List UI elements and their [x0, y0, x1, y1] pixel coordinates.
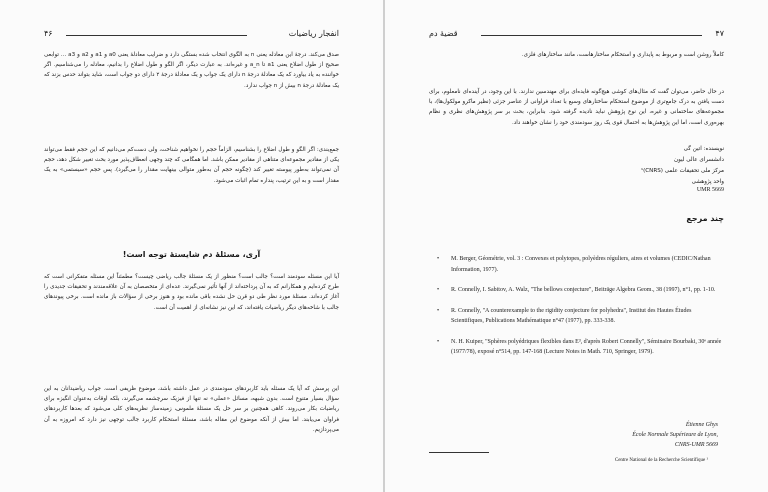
left-running-title: انفجار ریاضیات: [288, 29, 339, 38]
signature-unit: CNRS-UMR 5669: [674, 442, 718, 448]
references-title: چند مرجع: [686, 214, 724, 223]
reference-text: N. H. Kuiper, "Sphères polyédriques flexibles dans E³, d'après Robert Connelly", Séminaire Bourbaki, 30ᵉ année (1977/78), exposé n°514, pp. 147-168 (Lecture Notes in Math. 710, Springer, 1979).: [451, 338, 722, 355]
author-line: دانشسرای عالی لیون: [674, 157, 724, 163]
right-header-rule: [481, 35, 702, 36]
signature-name: Étienne Ghys: [685, 422, 718, 428]
references-list: [435, 254, 724, 368]
right-paragraph-2: در حال حاضر، می‌توان گفت که مثال‌های کوشی هیچ‌گونه فایده‌ای برای مهندسین ندارند. با این وجود، در آینده‌ای نامعلوم، برای دست یافتن به درک جامع‌تری از موضوع استحکام ساختارهای وسیع با تعداد فراوانی از عناصر جزئی (نظیر ماکرو مولکول‌ها)، با مجموعه‌های ساختمانی و غیره، این نوع پژوهش نباید نادیده گرفته شود. بنابراین، بحث بر سر پژوهش‌های نظری و نظام بهره‌وری است، اما این پژوهش‌ها به احتمال قوی یک روز سودمندی خود را نشان خواهند داد.: [429, 89, 724, 126]
reference-item: [435, 337, 724, 358]
left-paragraph-2: جمع‌بندی: اگر الگو و طول اضلاع را بشناسیم، الزاماً حجم را نخواهیم شناخت، ولی دست‌کم می‌دانیم که این حجم فقط می‌تواند یکی از مقادیر مجموعه‌ای متناهی از مقادیر ممکن باشد. اما همگامی که چند وجهی انعطاف‌پذیر مورد بحث تغییر شکل دهد، حجم آن نمی‌تواند به‌طور پیوسته تغییر کند (چگونه حجم آن به‌طور متوالی بینهایت مقدار را می‌گیرد). پس حجم «سیستمی» به یک مقدار است و به این ترتیب، پنداره تمام اثبات می‌شود.: [44, 147, 339, 184]
left-page-number: ۴۶: [44, 29, 53, 38]
reference-text: M. Berger, Géométrie, vol. 3 : Convexes et polytopes, polyèdres réguliers, aires et volumes (CEDIC/Nathan Information, 1977).: [451, 256, 711, 273]
author-line: نویسنده: اتین گی: [683, 146, 724, 152]
reference-text: R. Connelly, "A counterexample to the rigidity conjecture for polyhedra", Institut des Hautes Études Scientifiques, Publications Mathématique n°47 (1977), pp. 333-338.: [451, 307, 692, 324]
reference-item: [435, 254, 724, 275]
left-paragraph-1: صدق می‌کند. درجهٔ این معادله یعنی n به الگوی انتخاب شده بستگی دارد و ضرایب معادلهٔ یعنی a0 و a1 و a2 و a3 ... توابعی صحیح از طول اضلاع یعنی a1 تا a_n و غیره‌اند. به عبارت دیگر، اگر الگو و طول اضلاع را بدانیم، معادله را می‌شناسیم. اگر خواننده به یاد بیاورد که یک معادلهٔ درجهٔ n دارای یک جواب و یک معادلهٔ درجهٔ ۲ دارای دو جواب است، شاید بتواند حدس بزند که یک معادلهٔ درجهٔ n بیش از n جواب ندارد.: [44, 52, 340, 89]
left-paragraph-3: آیا این مسئله سودمند است؟ جالب است؟ منظور از یک مسئلهٔ جالب ریاضی چیست؟ مطمئناً این مسئله متفکرانی است که طرح کرده‌ایم و همکارانم که به آن پرداخته‌اند از آنها تأثیر نمی‌گیرند. عده‌ای از متخصصان به آن علاقه‌مندند و تحقیقات جدیدی را آغاز کرده‌اند. مسئلهٔ مورد نظر طی دو قرن حل نشده باقی مانده بود و هنوز برخی از سؤالات باز مانده است. برخی پیوندهای جالب با شاخه‌های دیگر ریاضیات یافته‌اند، که این نیز نشانه‌ای از اهمیت آن است.: [44, 274, 339, 311]
left-page: [0, 0, 383, 492]
umr-code: UMR 5669: [696, 187, 724, 193]
left-paragraph-4: این پرسش که آیا یک مسئله باید کاربردهای سودمندی در عمل داشته باشد، موضوع ظریفی است. جواب ریاضیدانان به این سؤال بسیار متنوع است. بدون شبهه، مسائل «عملی» نه تنها از فیزیک سرچشمه می‌گیرند، بلکه اوقات به‌عنوان انگیزه برای ریاضیات بکار می‌روند. کاهی همچنین بر سر حل یک مسئلهٔ ملموس، زمینه‌ساز نظریه‌های کلی می‌شود که بعدها کاربردهای فراوان می‌یابند. اما بیش از آنکه موضوع این مقاله باشد، مسئلهٔ استحکام کاربرد جالب توجهی نیز دارد که امروزه به آن می‌پردازیم.: [44, 386, 339, 433]
signature-affiliation: École Normale Supérieure de Lyon,: [632, 432, 718, 438]
author-line: مرکز ملی تحقیقات علمی (CNRS)¹: [640, 168, 724, 174]
bullet-icon: •: [437, 287, 440, 293]
right-page: [385, 0, 768, 492]
bullet-icon: •: [437, 307, 440, 314]
left-header-rule: [66, 35, 247, 36]
footnote-rule: [429, 452, 489, 453]
right-paragraph-1: کاملاً روشن است و مربوط به پایداری و استحکام ساختارهاست، مانند ساختارهای فلزی.: [521, 52, 724, 58]
bullet-icon: •: [437, 256, 440, 262]
right-running-title: قضیهٔ دم: [429, 29, 458, 38]
author-line: واحد پژوهشی: [691, 179, 724, 185]
right-page-number: ۴۷: [715, 29, 724, 38]
section-title: آری، مسئلهٔ دم شایستهٔ توجه است!: [122, 250, 261, 259]
reference-item: [435, 285, 724, 296]
signature-block: [632, 420, 718, 450]
right-running-head: [429, 28, 724, 40]
reference-item: [435, 306, 724, 327]
footnote: Centre National de la Recherche Scientifique ¹: [614, 458, 708, 463]
author-block: [429, 144, 724, 188]
bullet-icon: •: [437, 338, 440, 345]
left-running-head: [44, 28, 339, 40]
reference-text: R. Connelly, I. Sabitov, A. Walz, "The bellows conjecture", Beiträge Algebra Geom., 38 (1997), n°1, pp. 1-10.: [451, 287, 716, 293]
